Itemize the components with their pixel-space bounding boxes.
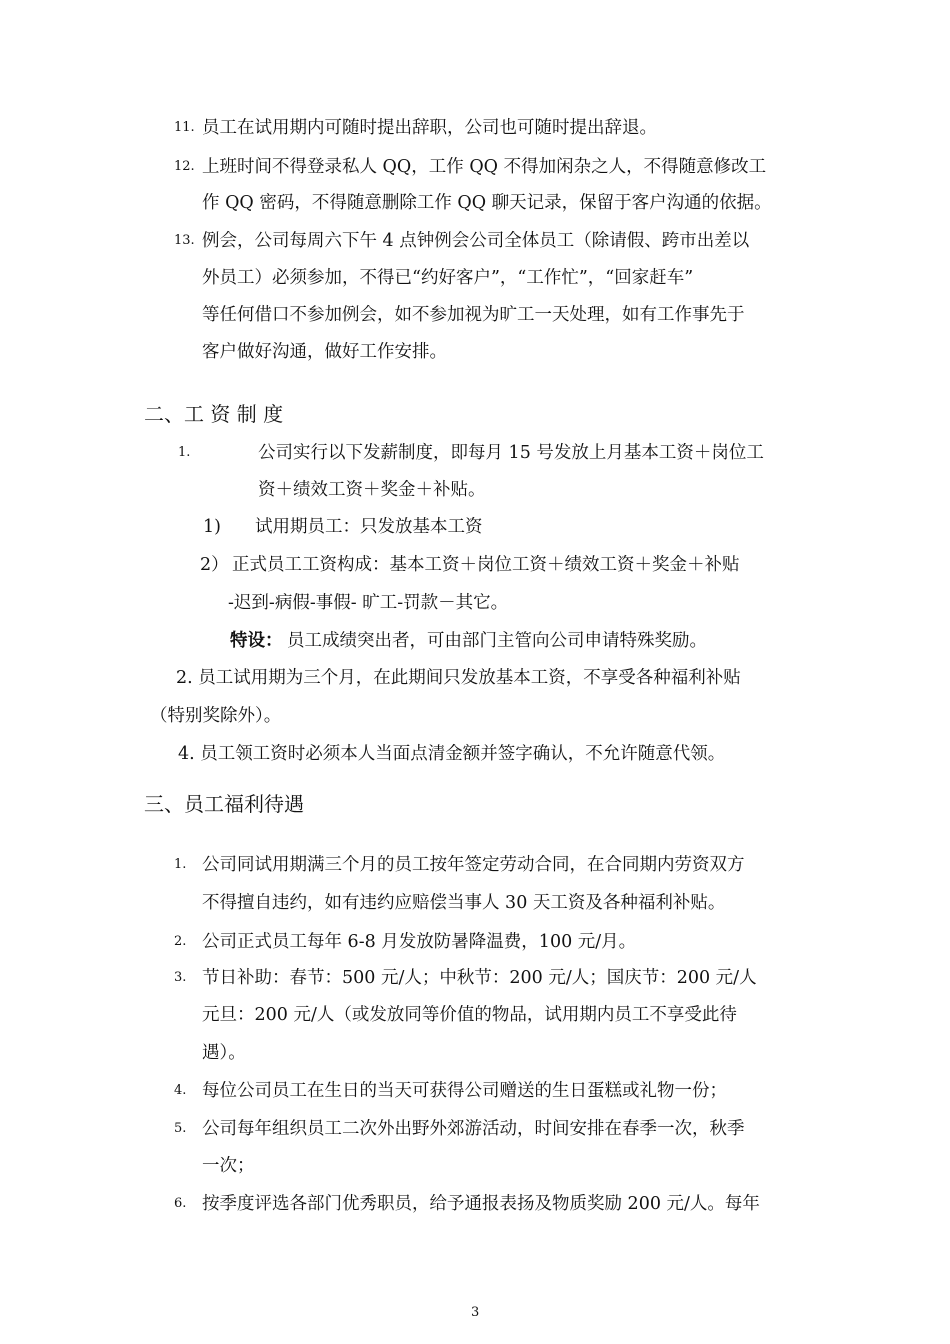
list-item-text: 元旦：200 元/人（或发放同等价值的物品，试用期内员工不享受此待	[202, 1005, 737, 1025]
list-item-text: 公司正式员工每年 6-8 月发放防暑降温费，100 元/月。	[202, 932, 637, 952]
list-number: 3.	[174, 970, 187, 985]
list-item-text: 按季度评选各部门优秀职员，给予通报表扬及物质奖励 200 元/人。每年	[202, 1194, 760, 1214]
list-item-text: 公司同试用期满三个月的员工按年签定劳动合同，在合同期内劳资双方	[202, 855, 745, 875]
list-item-text: 一次；	[202, 1156, 255, 1176]
page-number: 3	[471, 1305, 480, 1320]
list-item-text: 每位公司员工在生日的当天可获得公司赠送的生日蛋糕或礼物一份；	[202, 1081, 727, 1101]
list-item-text: 上班时间不得登录私人 QQ，工作 QQ 不得加闲杂之人，不得随意修改工	[202, 157, 767, 177]
special-label: 特设：	[230, 631, 283, 651]
list-number: 12.	[174, 159, 195, 174]
list-item-text: 遇）。	[202, 1043, 246, 1063]
list-number: 2.	[174, 934, 187, 949]
sub-list-text: 试用期员工：只发放基本工资	[255, 517, 483, 537]
paragraph-text: （特别奖除外）。	[150, 706, 282, 726]
list-item-text: 等任何借口不参加例会，如不参加视为旷工一天处理，如有工作事先于	[202, 305, 745, 325]
sub-list-number: 1)	[203, 517, 221, 537]
paragraph-text: 4. 员工领工资时必须本人当面点清金额并签字确认，不允许随意代领。	[178, 744, 726, 764]
list-item-text: 不得擅自违约，如有违约应赔偿当事人 30 天工资及各种福利补贴。	[202, 893, 726, 913]
sub-list-number: 2）	[200, 555, 229, 575]
list-item-text: 作 QQ 密码，不得随意删除工作 QQ 聊天记录，保留于客户沟通的依据。	[202, 193, 772, 213]
sub-list-text: -迟到-病假-事假- 旷工-罚款－其它。	[228, 593, 509, 613]
section-heading: 三、员工福利待遇	[144, 792, 304, 816]
list-number: 4.	[174, 1083, 187, 1098]
sub-list-text: 正式员工工资构成：基本工资＋岗位工资＋绩效工资＋奖金＋补贴	[232, 555, 740, 575]
list-number: 13.	[174, 233, 195, 248]
list-number: 6.	[174, 1196, 187, 1211]
special-text: 员工成绩突出者，可由部门主管向公司申请特殊奖励。	[287, 631, 707, 651]
list-item-text: 节日补助：春节：500 元/人；中秋节：200 元/人；国庆节：200 元/人	[202, 968, 757, 988]
list-item-text: 例会，公司每周六下午 4 点钟例会公司全体员工（除请假、跨市出差以	[202, 231, 750, 251]
list-number: 5.	[174, 1121, 187, 1136]
section-heading: 二、工 资 制 度	[144, 402, 284, 426]
list-number: 1.	[174, 857, 187, 872]
list-item-text: 公司实行以下发薪制度，即每月 15 号发放上月基本工资＋岗位工	[258, 443, 764, 463]
list-item-text: 公司每年组织员工二次外出野外郊游活动，时间安排在春季一次，秋季	[202, 1119, 745, 1139]
list-item-text: 外员工）必须参加，不得已“约好客户”，“工作忙”，“回家赶车”	[202, 268, 694, 288]
paragraph-text: 2. 员工试用期为三个月，在此期间只发放基本工资，不享受各种福利补贴	[176, 668, 741, 688]
list-item-text: 客户做好沟通，做好工作安排。	[202, 342, 447, 362]
list-item-text: 资＋绩效工资＋奖金＋补贴。	[258, 480, 486, 500]
list-item-text: 员工在试用期内可随时提出辞职，公司也可随时提出辞退。	[202, 118, 657, 138]
list-number: 1.	[178, 445, 191, 460]
list-number: 11.	[174, 120, 195, 135]
